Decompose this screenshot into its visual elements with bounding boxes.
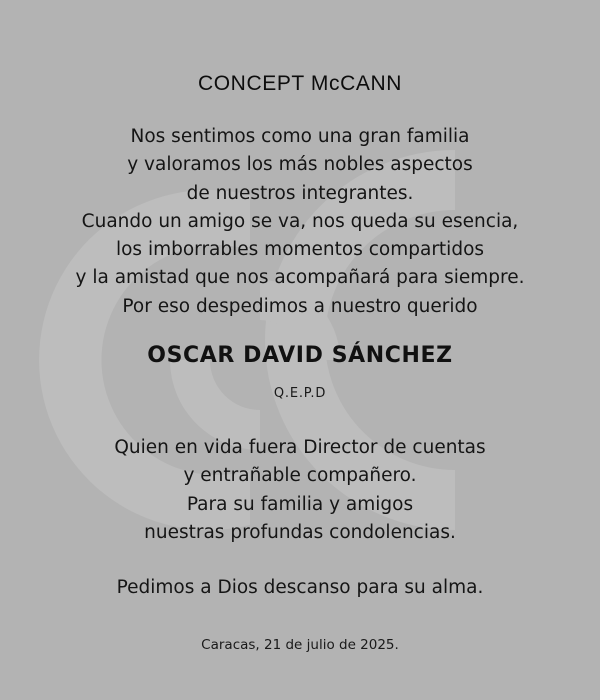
closing-line <box>0 574 600 602</box>
company-logo: CONCEPT McCANN <box>197 72 403 95</box>
intro-line: Cuando un amigo se va, nos queda su esencia, <box>81 210 519 232</box>
role-line: y entrañable compañero. <box>183 465 417 487</box>
date-line: Caracas, 21 de julio de 2025. <box>201 637 399 653</box>
role-line: Para su familia y amigos <box>186 493 414 515</box>
qepd-label: Q.E.P.D <box>273 386 327 401</box>
intro-line: Nos sentimos como una gran familia <box>130 126 470 147</box>
intro-line: los imborrables momentos compartidos <box>115 239 485 261</box>
intro-line: y valoramos los más nobles aspectos <box>127 154 473 176</box>
closing-text: Pedimos a Dios descanso para su alma. <box>116 577 484 598</box>
intro-line: Por eso despedimos a nuestro querido <box>122 295 478 317</box>
intro-line: de nuestros integrantes. <box>186 182 414 204</box>
role-paragraph <box>0 434 600 547</box>
intro-paragraph <box>0 123 600 321</box>
role-line: Quien en vida fuera Director de cuentas <box>114 437 486 458</box>
role-line: nuestras profundas condolencias. <box>144 521 456 543</box>
intro-line: y la amistad que nos acompañará para siempre. <box>75 267 525 289</box>
deceased-name: OSCAR DAVID SÁNCHEZ <box>147 343 453 368</box>
